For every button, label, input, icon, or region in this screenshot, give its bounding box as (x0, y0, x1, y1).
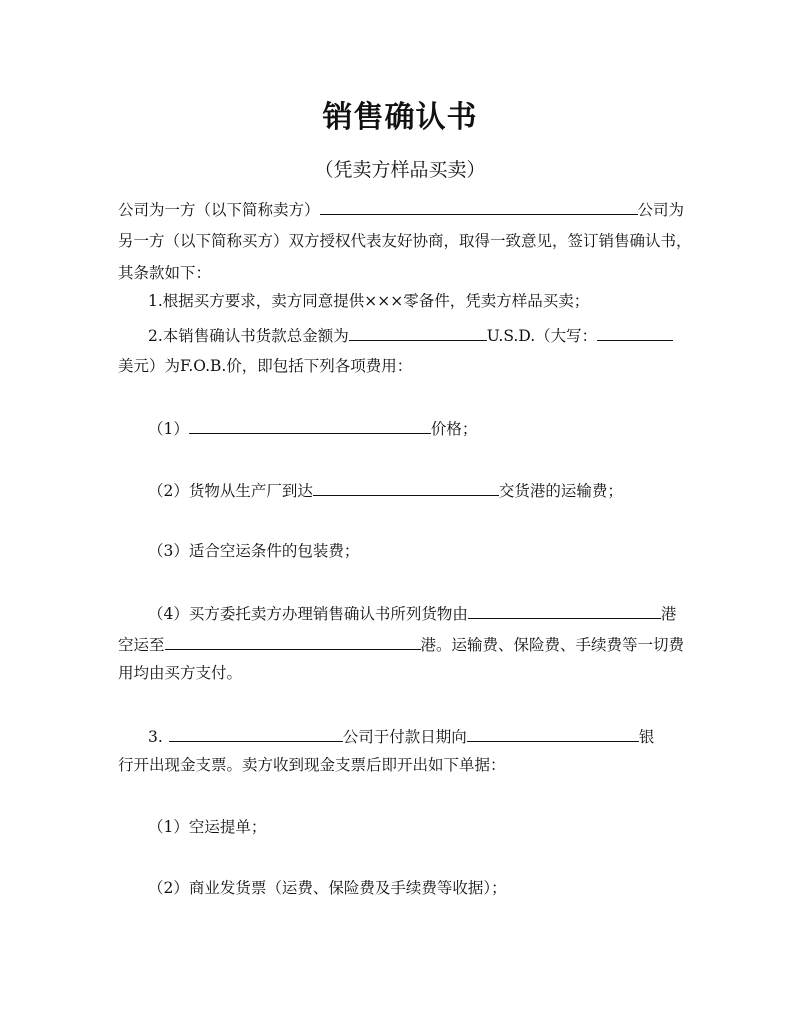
document-item-2: （2）商业发货票（运费、保险费及手续费等收据）； (148, 879, 507, 897)
item-4-text-b: 港 (660, 605, 677, 623)
bank-name-blank[interactable] (467, 724, 639, 742)
clause-3-text-c: 银 (638, 728, 655, 746)
total-amount-blank[interactable] (349, 323, 487, 341)
payer-company-blank[interactable] (169, 724, 343, 742)
item-4-text-a: （4）买方委托卖方办理销售确认书所列货物由 (148, 605, 468, 623)
clause-3-line-2: 行开出现金支票。卖方收到现金支票后即开出如下单据： (118, 756, 506, 774)
seller-company-blank[interactable] (320, 197, 638, 215)
item-4-line-3: 用均由买方支付。 (118, 664, 243, 682)
item-4-line-2 (118, 632, 684, 656)
item-2 (148, 478, 623, 502)
clause-1: 1.根据买方要求，卖方同意提供×××零备件，凭卖方样品买卖； (148, 292, 590, 310)
item-2-text-b: 交货港的运输费； (498, 482, 623, 500)
item-1-text-a: （1） (148, 420, 189, 438)
intro-line-2: 另一方（以下简称买方）双方授权代表友好协商，取得一致意见，签订销售确认书， (118, 232, 692, 250)
item-4-line-1 (148, 601, 676, 625)
clause-2-line-2: 美元）为F.O.B.价，即包括下列各项费用： (118, 357, 413, 375)
price-blank[interactable] (189, 416, 431, 434)
item-4-text-d: 港。运输费、保险费、手续费等一切费 (420, 636, 685, 654)
intro-line-3: 其条款如下： (118, 264, 212, 282)
amount-in-words-blank[interactable] (597, 323, 673, 341)
item-1 (148, 416, 477, 440)
destination-port-blank[interactable] (165, 632, 421, 650)
document-title: 销售确认书 (322, 100, 478, 135)
item-4-text-c: 空运至 (118, 636, 165, 654)
origin-port-blank[interactable] (468, 601, 661, 619)
document-item-1: （1）空运提单； (148, 818, 267, 836)
clause-2-text-b: U.S.D.（大写： (486, 327, 598, 345)
intro-text-a: 公司为一方（以下简称卖方） (118, 201, 320, 219)
clause-3-line-1 (148, 724, 654, 748)
intro-line-1 (118, 197, 684, 221)
item-1-text-b: 价格； (430, 420, 478, 438)
clause-3-text-b: 公司于付款日期向 (342, 728, 467, 746)
clause-2-text-a: 2.本销售确认书货款总金额为 (148, 327, 349, 345)
clause-3-text-a: 3. (148, 728, 163, 746)
document-subtitle: （凭卖方样品买卖） (314, 159, 486, 181)
item-2-text-a: （2）货物从生产厂到达 (148, 482, 313, 500)
item-3: （3）适合空运条件的包装费； (148, 542, 360, 560)
clause-2-line-1 (148, 323, 673, 347)
factory-to-port-blank[interactable] (313, 478, 499, 496)
intro-text-b: 公司为 (637, 201, 685, 219)
